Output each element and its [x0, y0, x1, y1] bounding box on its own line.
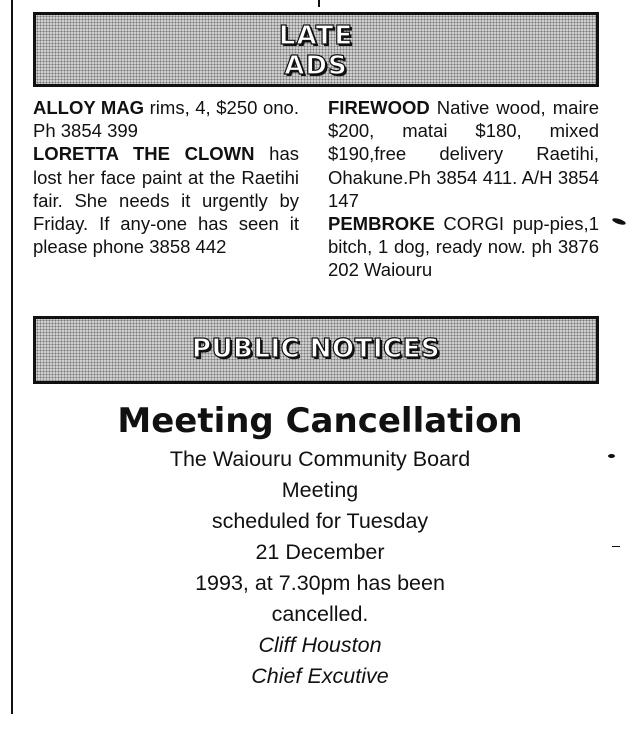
- late-ads-left-column: [33, 96, 299, 258]
- print-speck: [608, 454, 615, 458]
- print-speck: [612, 217, 627, 226]
- notice-line: 21 December: [255, 540, 385, 564]
- meeting-cancellation-notice: [20, 398, 620, 692]
- ad-keyword: FIREWOOD: [328, 97, 430, 118]
- public-notices-banner: [33, 316, 599, 384]
- signature-title: Chief Excutive: [251, 664, 389, 688]
- notice-title: Meeting Cancellation: [117, 401, 523, 441]
- ad-firewood: [328, 96, 599, 212]
- notice-line: scheduled for Tuesday: [211, 509, 429, 533]
- late-ads-right-column: [328, 96, 599, 282]
- ad-text: has lost her face paint at the Raetihi fair. She needs it urgently by Friday. If any-one has seen it please phone 3858 442: [33, 143, 299, 258]
- late-ads-heading-line2: ADS: [284, 51, 348, 81]
- late-ads-banner: [33, 12, 599, 87]
- notice-line: Meeting: [281, 478, 359, 502]
- print-speck: [612, 546, 620, 547]
- ad-loretta-the-clown: [33, 142, 299, 258]
- ad-text: rims, 4, $250 ono. Ph 3854 399: [33, 97, 299, 142]
- ad-keyword: ALLOY MAG: [33, 97, 145, 118]
- ad-text: Native wood, maire $200, matai $180, mixed $190,free delivery Raetihi, Ohakune.Ph 3854 411. A/H 3854 147: [328, 97, 599, 211]
- public-notices-heading: PUBLIC NOTICES: [191, 334, 441, 364]
- column-tick: [318, 0, 320, 7]
- notice-line: The Waiouru Community Board: [169, 447, 471, 471]
- ad-text: CORGI pup-pies,1 bitch, 1 dog, ready now. ph 3876 202 Waiouru: [328, 213, 599, 281]
- notice-line: cancelled.: [271, 602, 369, 626]
- signature-name: Cliff Houston: [258, 633, 382, 657]
- ad-alloy-mag: [33, 96, 299, 142]
- late-ads-heading-line1: LATE: [278, 21, 354, 51]
- column-rule: [11, 0, 13, 714]
- ad-keyword: PEMBROKE: [328, 213, 435, 235]
- notice-line: 1993, at 7.30pm has been: [195, 571, 445, 595]
- ad-keyword: LORETTA THE CLOWN: [33, 143, 255, 165]
- ad-pembroke-corgi: [328, 212, 599, 282]
